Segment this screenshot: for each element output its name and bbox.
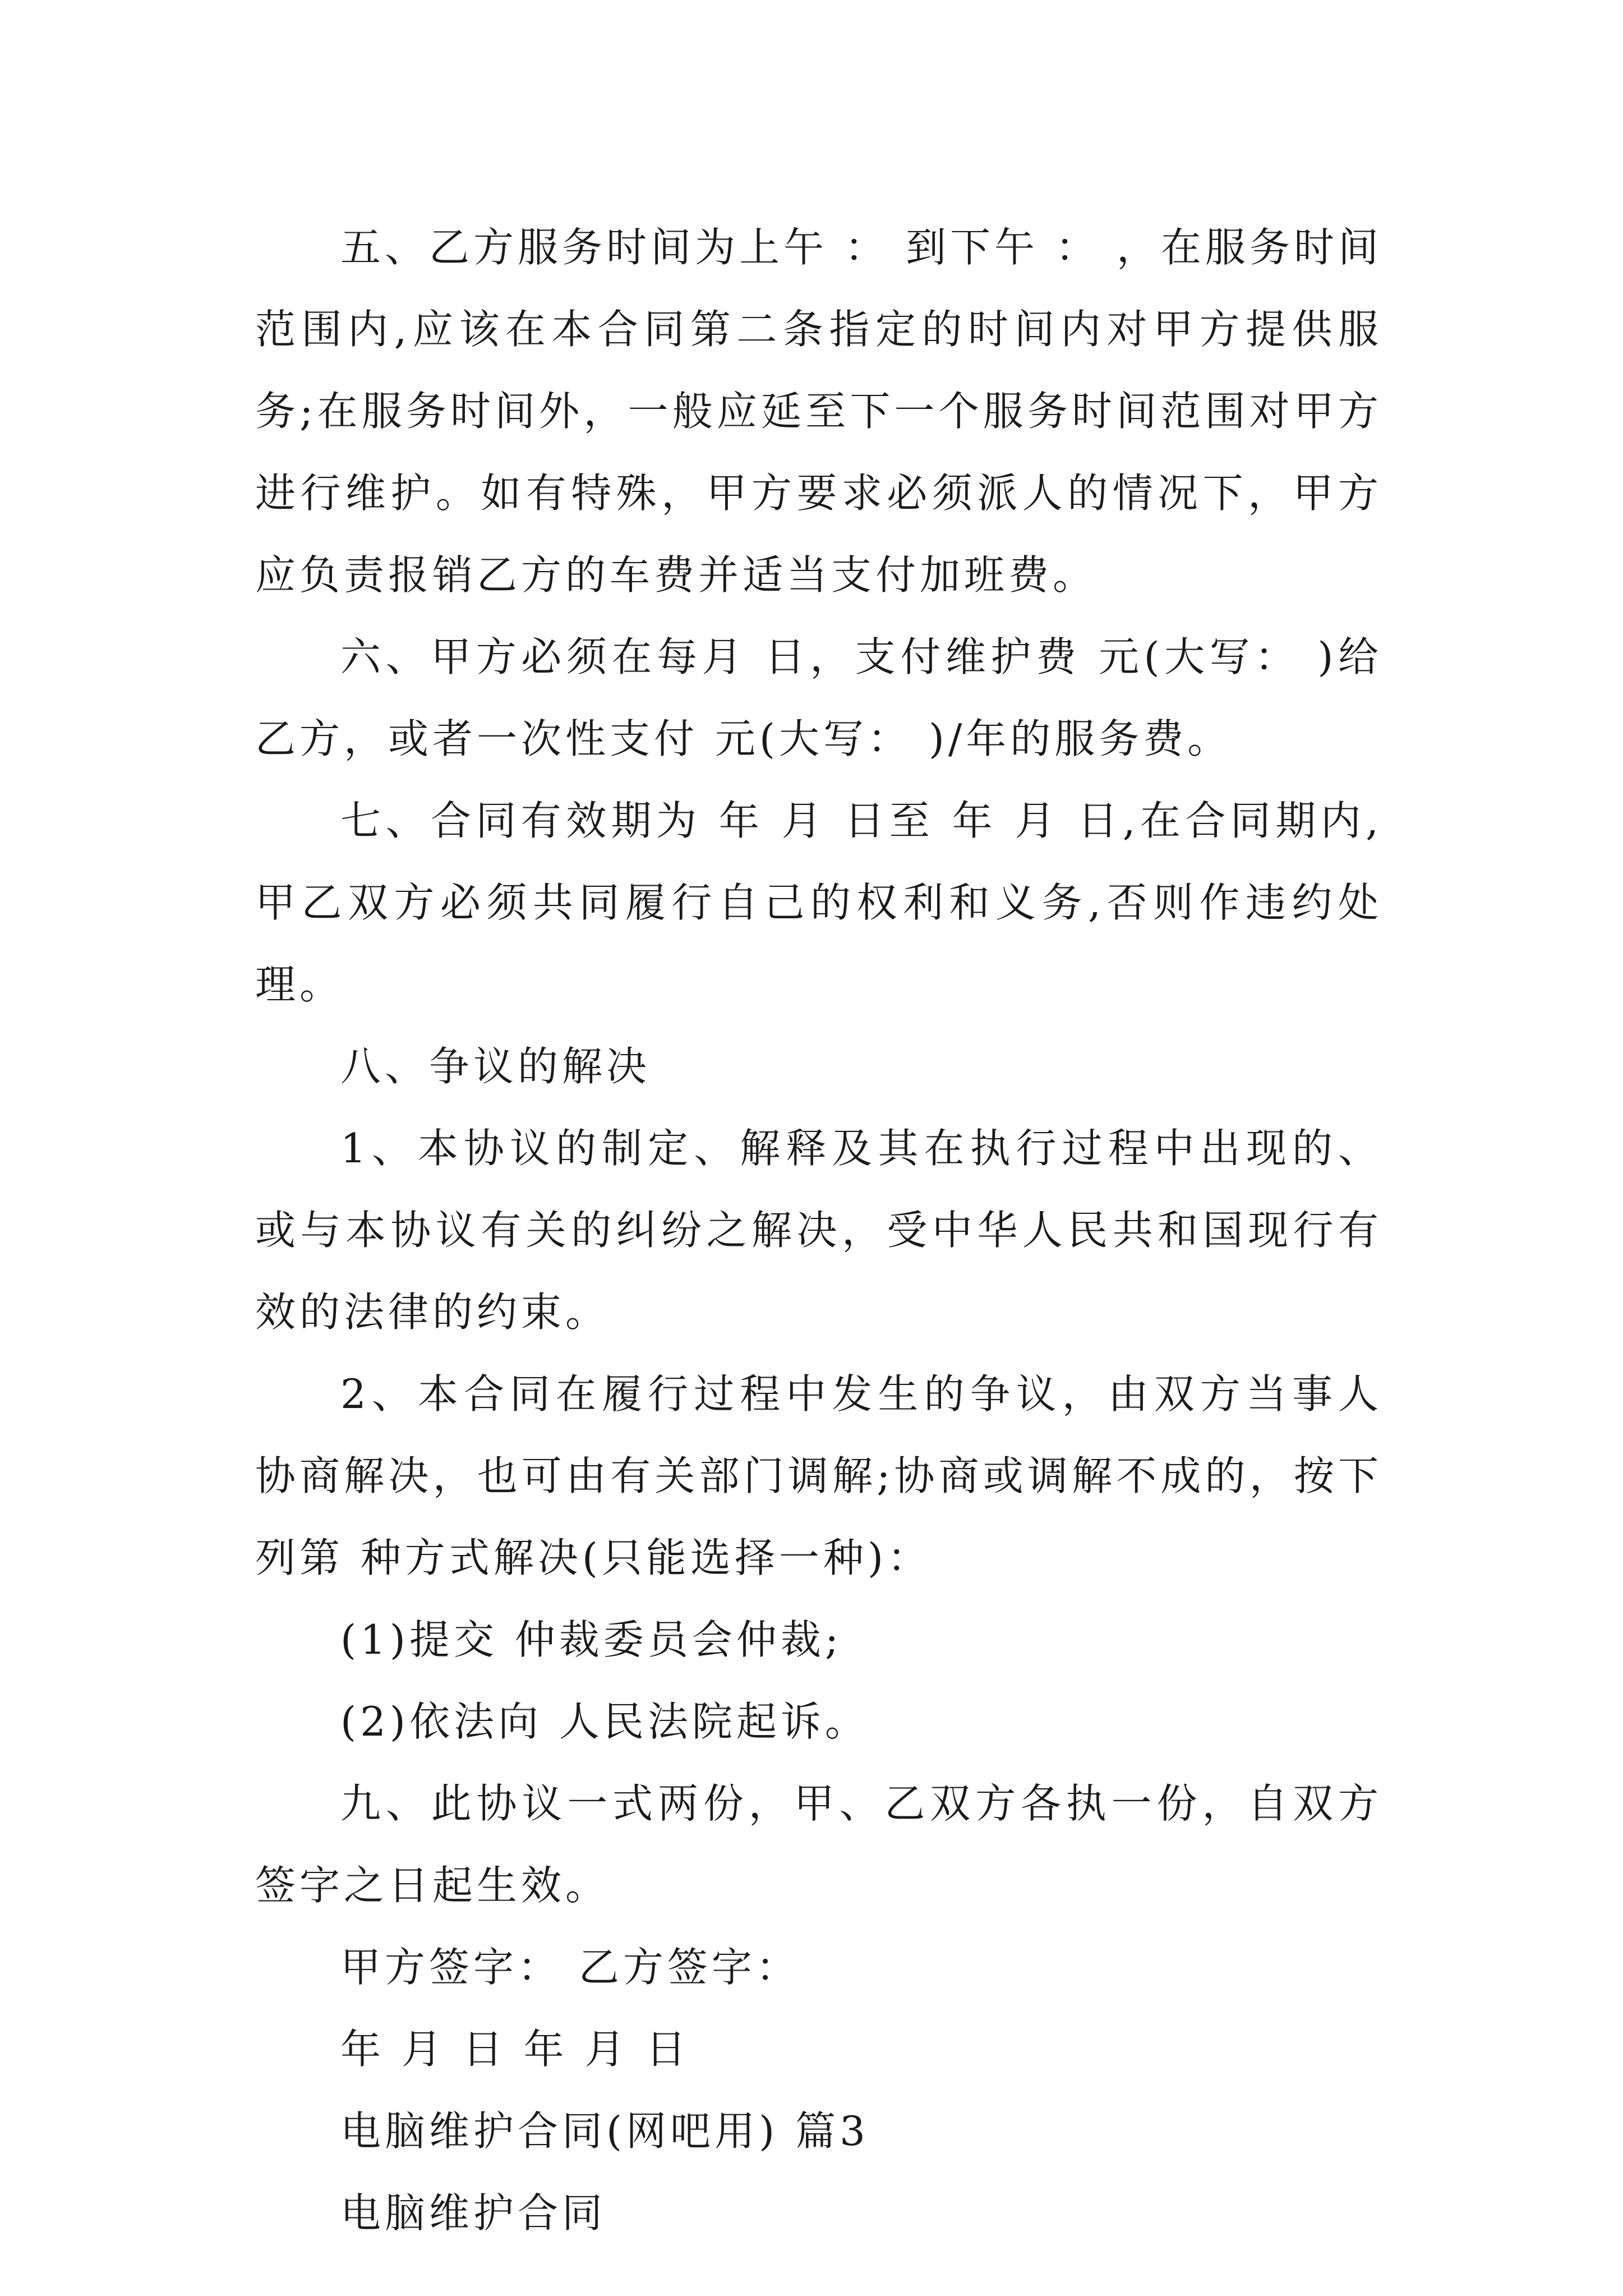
option-arbitration: (1)提交 仲裁委员会仲裁; — [340, 1616, 843, 1663]
contract-title: 电脑维护合同 — [340, 2189, 607, 2237]
date-line: 年 月 日 年 月 日 — [340, 2026, 690, 2073]
section-title: 电脑维护合同(网吧用) 篇3 — [340, 2108, 869, 2155]
signature-line: 甲方签字： 乙方签字： — [340, 1944, 800, 1991]
clause-7-term: 七、合同有效期为 年 月 日至 年 月 日,在合同期内,甲乙双方必须共同履行自己的权利和义务,否则作违约处理。 — [255, 797, 1382, 1008]
clause-8-item-1: 1、本协议的制定、解释及其在执行过程中出现的、或与本协议有关的纠纷之解决，受中华人民共和国现行有效的法律的约束。 — [255, 1125, 1382, 1336]
clause-8-item-2: 2、本合同在履行过程中发生的争议，由双方当事人协商解决，也可由有关部门调解;协商或调解不成的，按下列第 种方式解决(只能选择一种)： — [255, 1370, 1382, 1581]
option-litigation: (2)依法向 人民法院起诉。 — [340, 1698, 869, 1745]
clause-5-service-hours: 五、乙方服务时间为上午 ： 到下午 ： ，在服务时间范围内,应该在本合同第二条指定的时间内对甲方提供服务;在服务时间外，一般应延至下一个服务时间范围对甲方进行维护。如有特殊，甲方要求必须派人的情况下，甲方应负责报销乙方的车费并适当支付加班费。 — [255, 224, 1382, 599]
clause-8-heading: 八、争议的解决 — [340, 1043, 651, 1090]
clause-6-payment: 六、甲方必须在每月 日，支付维护费 元(大写： )给乙方，或者一次性支付 元(大写： )/年的服务费。 — [255, 633, 1382, 762]
document-body — [255, 206, 1382, 2254]
clause-9-copies: 九、此协议一式两份，甲、乙双方各执一份，自双方签字之日起生效。 — [255, 1780, 1382, 1909]
